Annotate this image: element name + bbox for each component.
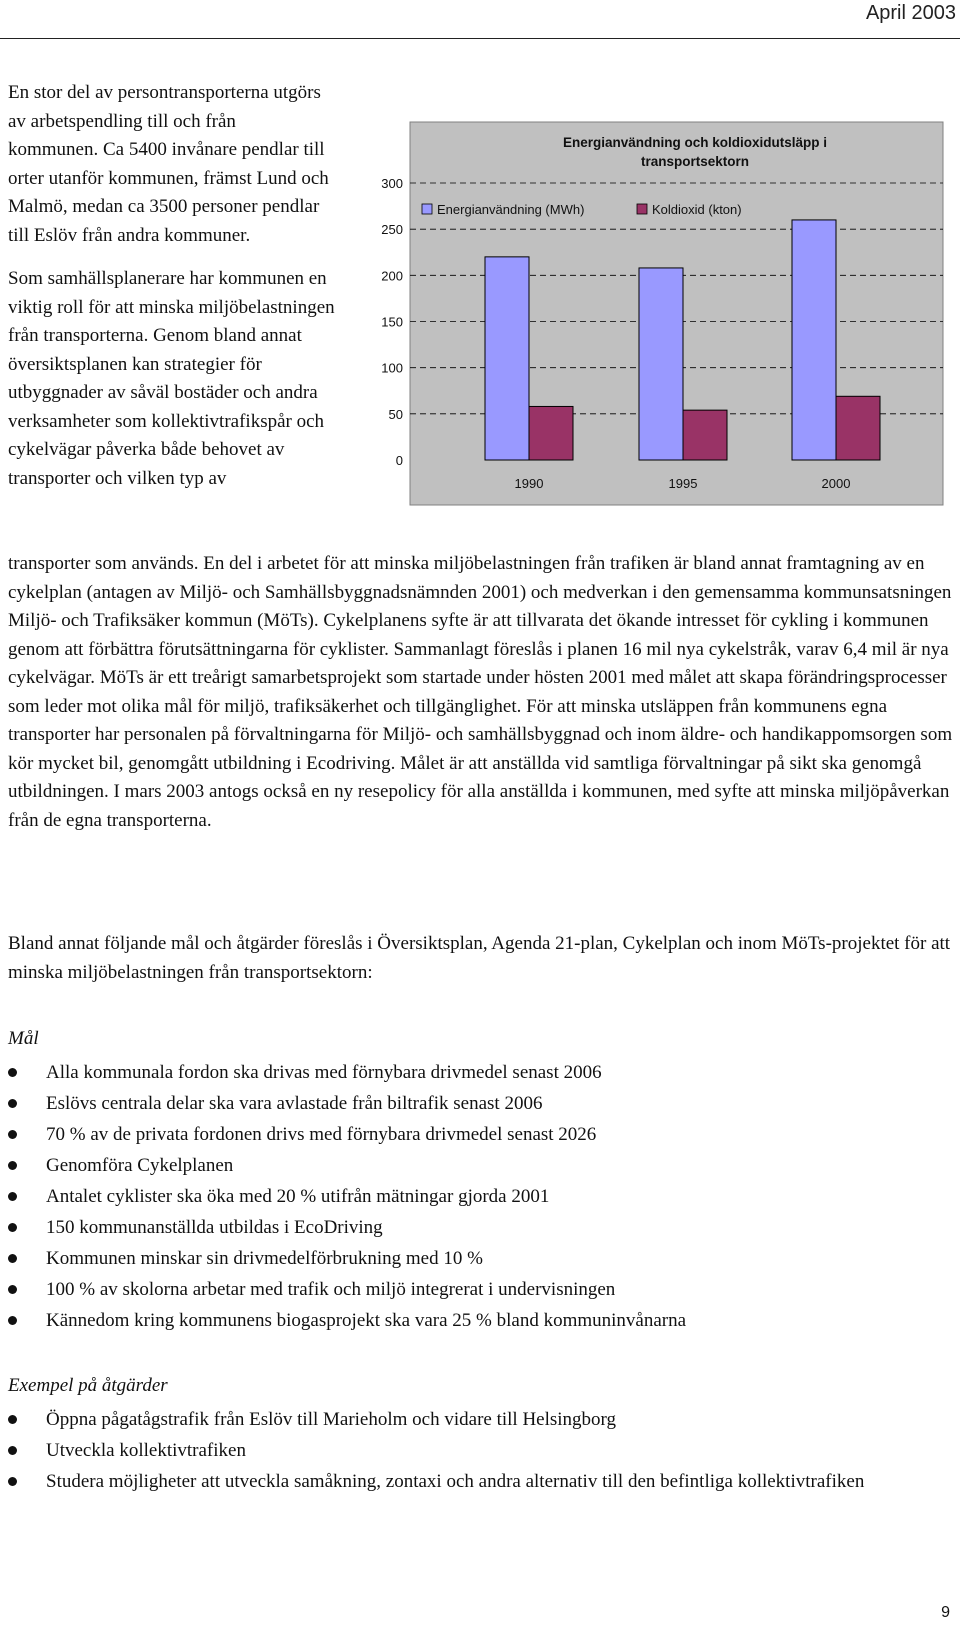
bullet-icon <box>8 1477 17 1486</box>
goal-text: Kännedom kring kommunens biogasprojekt ska vara 25 % bland kommuninvånarna <box>46 1310 687 1331</box>
header-rule <box>0 38 960 39</box>
bullet-icon <box>8 1068 17 1077</box>
measure-text: Utveckla kollektivtrafiken <box>46 1440 246 1461</box>
list-item <box>0 1212 945 1243</box>
list-item <box>0 1057 945 1088</box>
bar <box>792 220 836 460</box>
goal-text: Alla kommunala fordon ska drivas med förnybara drivmedel senast 2006 <box>46 1062 602 1083</box>
bullet-icon <box>8 1446 17 1455</box>
legend-label: Energianvändning (MWh) <box>437 202 585 217</box>
goal-text: Eslövs centrala delar ska vara avlastade från biltrafik senast 2006 <box>46 1093 543 1114</box>
goal-text: 100 % av skolorna arbetar med trafik och miljö integrerat i undervisningen <box>46 1279 616 1300</box>
energy-co2-chart <box>365 120 945 530</box>
list-item <box>0 1466 906 1497</box>
measure-text: Öppna pågatågstrafik från Eslöv till Marieholm och vidare till Helsingborg <box>46 1409 617 1430</box>
list-item <box>0 1435 945 1466</box>
list-item <box>0 1404 945 1435</box>
planning-paragraph-wrapped: Som samhällsplanerare har kommunen en viktig roll för att minska miljöbelastningen från transporterna. Genom bland annat översiktsplanen kan strategier för utbyggnader av såväl bostäder och andra verksamheter som kollektivtrafikspår och cykelvägar påverka både behovet av transporter och vilken typ av <box>8 268 335 489</box>
measure-text: Studera möjligheter att utveckla samåkning, zontaxi och andra alternativ till den befintliga kollektivtrafiken <box>46 1471 865 1492</box>
bullet-icon <box>8 1285 17 1294</box>
y-tick-label: 300 <box>381 176 403 191</box>
bullet-icon <box>8 1415 17 1424</box>
legend-swatch <box>637 204 647 214</box>
list-item <box>0 1305 945 1336</box>
goal-text: Antalet cyklister ska öka med 20 % utifrån mätningar gjorda 2001 <box>46 1186 550 1207</box>
goals-intro-paragraph: Bland annat följande mål och åtgärder föreslås i Översiktsplan, Agenda 21-plan, Cykelplan och inom MöTs-projektet för att minska miljöbelastningen från transportsektorn: <box>8 933 951 983</box>
bar <box>639 268 683 460</box>
list-item <box>0 1150 945 1181</box>
bar <box>485 257 529 460</box>
bar <box>836 396 880 460</box>
bar <box>529 406 573 460</box>
measures-heading: Exempel på åtgärder <box>8 1375 168 1396</box>
bullet-icon <box>8 1223 17 1232</box>
goal-text: 150 kommunanställda utbildas i EcoDriving <box>46 1217 383 1238</box>
bullet-icon <box>8 1316 17 1325</box>
bullet-icon <box>8 1099 17 1108</box>
x-tick-label: 1995 <box>668 476 698 491</box>
page-number: 9 <box>941 1604 950 1621</box>
list-item <box>0 1243 945 1274</box>
x-tick-label: 1990 <box>514 476 544 491</box>
legend-swatch <box>422 204 432 214</box>
list-item <box>0 1181 945 1212</box>
y-tick-label: 250 <box>381 222 403 238</box>
bullet-icon <box>8 1161 17 1170</box>
bar <box>683 410 727 460</box>
bullet-icon <box>8 1130 17 1139</box>
list-item <box>0 1274 945 1305</box>
goal-text: Kommunen minskar sin drivmedelförbrukning med 10 % <box>46 1248 483 1269</box>
y-tick-label: 50 <box>388 406 403 422</box>
goal-text: Genomföra Cykelplanen <box>46 1155 234 1176</box>
x-tick-label: 2000 <box>821 476 851 491</box>
header-date: April 2003 <box>865 2 956 24</box>
list-item <box>0 1119 945 1150</box>
intro-paragraph: En stor del av persontransporterna utgörs av arbetspendling till och från kommunen. Ca 5400 invånare pendlar till orter utanför kommunen, främst Lund och Malmö, medan ca 3500 personer pendlar till Eslöv från andra kommuner. <box>8 82 329 246</box>
planning-paragraph-continued: transporter som används. En del i arbetet för att minska miljöbelastningen från trafiken är bland annat framtagning av en cykelplan (antagen av Miljö- och Samhällsbyggnadsnämnden 2001) och medverkan i den gemensamma kommunsatsningen Miljö- och Trafiksäker kommun (MöTs). Cykelplanens syfte är att tillvarata det ökande intresset för cykling i kommunen genom att förbättra förutsättningarna för cyklister. Sammanlagt föreslås i planen 16 mil nya cykelstråk, varav 6,4 mil är nya cykelvägar. MöTs är ett treårigt samarbetsprojekt som startade under hösten 2001 med målet att skapa förändringsprocesser som leder mot olika mål för miljö, trafiksäkerhet och tillgänglighet. För att minska utsläppen från kommunens egna transporter har personalen på förvaltningarna för Miljö- och samhällsbyggnad och inom äldre- och handikappomsorgen som kör mycket bil, genomgått utbildning i Ecodriving. Målet är att anställda vid samtliga förvaltningar på sikt ska genomgå utbildningen. I mars 2003 antogs också en ny resepolicy för alla anställda i kommunen, med syfte att minska miljöpåverkan från de egna transporterna. <box>8 553 953 831</box>
bullet-icon <box>8 1254 17 1263</box>
goals-list <box>0 1057 945 1336</box>
y-tick-label: 0 <box>395 453 403 468</box>
measures-list <box>0 1404 945 1497</box>
goals-heading: Mål <box>8 1028 39 1049</box>
chart-title: Energianvändning och koldioxidutsläpp i transportsektorn <box>562 135 828 169</box>
bullet-icon <box>8 1192 17 1201</box>
y-tick-label: 150 <box>381 314 403 330</box>
legend-label: Koldioxid (kton) <box>652 202 742 217</box>
y-tick-label: 200 <box>381 268 403 284</box>
goal-text: 70 % av de privata fordonen drivs med förnybara drivmedel senast 2026 <box>46 1124 597 1145</box>
y-tick-label: 100 <box>381 360 403 376</box>
list-item <box>0 1088 945 1119</box>
